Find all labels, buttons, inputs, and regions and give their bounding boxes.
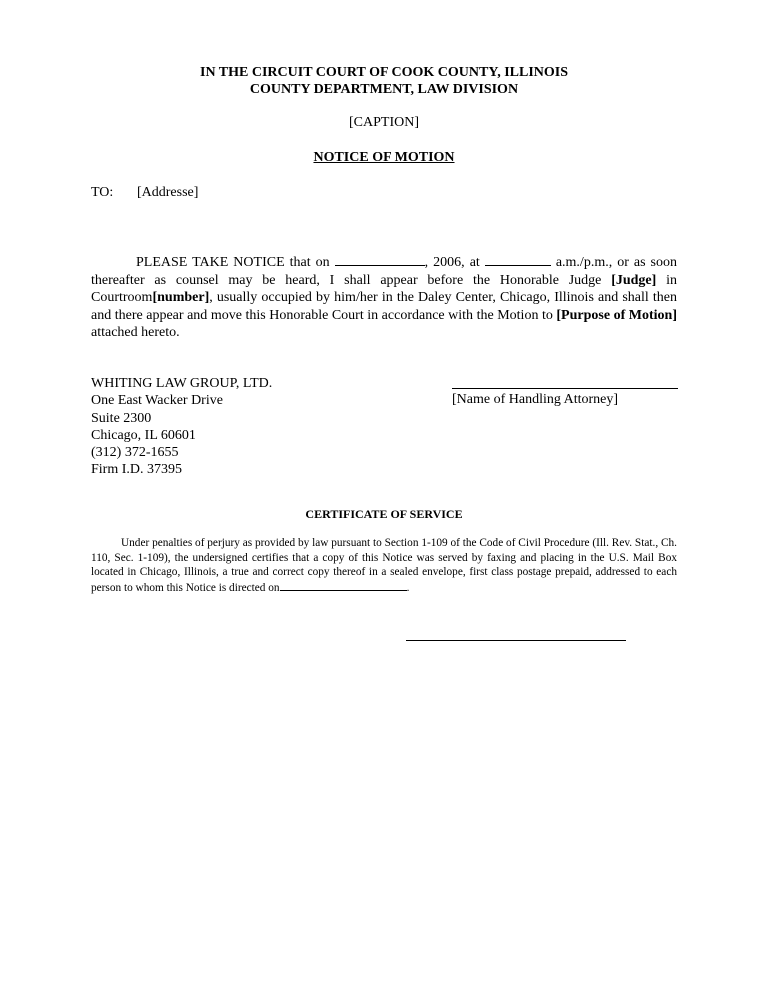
firm-city: Chicago, IL 60601 xyxy=(91,427,196,443)
court-heading xyxy=(0,64,768,98)
firm-address-line-1: One East Wacker Drive xyxy=(91,393,223,409)
document-title-text: NOTICE OF MOTION xyxy=(313,150,455,165)
notice-text-6: attached hereto. xyxy=(91,325,180,340)
firm-id: Firm I.D. 37395 xyxy=(91,462,182,478)
to-line xyxy=(91,185,199,201)
case-caption: [CAPTION] xyxy=(349,115,419,130)
court-name: IN THE CIRCUIT COURT OF COOK COUNTY, ILLINOIS xyxy=(200,65,568,80)
court-division: COUNTY DEPARTMENT, LAW DIVISION xyxy=(249,82,519,97)
certificate-signature-line xyxy=(406,640,626,641)
courtroom-number-placeholder: [number] xyxy=(152,290,210,305)
motion-purpose-placeholder: [Purpose of Motion] xyxy=(556,307,677,323)
certificate-title: CERTIFICATE OF SERVICE xyxy=(305,507,463,521)
certificate-end: . xyxy=(406,581,410,594)
addressee: [Addresse] xyxy=(137,185,199,200)
notice-text-1: PLEASE TAKE NOTICE that on xyxy=(136,255,335,270)
attorney-name: [Name of Handling Attorney] xyxy=(452,392,619,407)
time-blank xyxy=(485,253,551,266)
firm-address-line-2: Suite 2300 xyxy=(91,410,152,426)
firm-phone: (312) 372-1655 xyxy=(91,445,179,461)
service-date-blank xyxy=(280,580,407,591)
to-label: TO: xyxy=(91,185,114,200)
notice-text-3: a.m./p.m., or as soon thereafter as counsel may be heard, I shall appear before the Honorable Judge xyxy=(91,255,678,288)
notice-text-4: in Courtroom xyxy=(91,272,677,305)
judge-placeholder: [Judge] xyxy=(611,272,657,288)
document-title xyxy=(0,150,768,166)
notice-text-2: , 2006, at xyxy=(424,255,485,270)
certificate-text: Under penalties of perjury as provided by law pursuant to Section 1-109 of the Code of Civil Procedure (Ill. Rev. Stat., Ch. 110, Sec. 1-109), the undersigned certifies that a copy of this Notice was served by faxing and placing in the U.S. Mail Box located in Chicago, Illinois, a true and correct copy thereof in a sealed envelope, first class postage prepaid, addressed to each person to whom this Notice is directed on xyxy=(91,537,677,594)
notice-paragraph xyxy=(91,253,677,342)
date-blank xyxy=(335,253,425,266)
certificate-paragraph xyxy=(91,536,677,595)
notice-text-5: , usually occupied by him/her in the Daley Center, Chicago, Illinois and shall then and there appear and move this Honorable Court in accordance with the Motion to xyxy=(91,290,677,323)
firm-block xyxy=(91,375,272,479)
firm-name: WHITING LAW GROUP, LTD. xyxy=(91,376,273,391)
attorney-signature-line xyxy=(452,388,678,389)
